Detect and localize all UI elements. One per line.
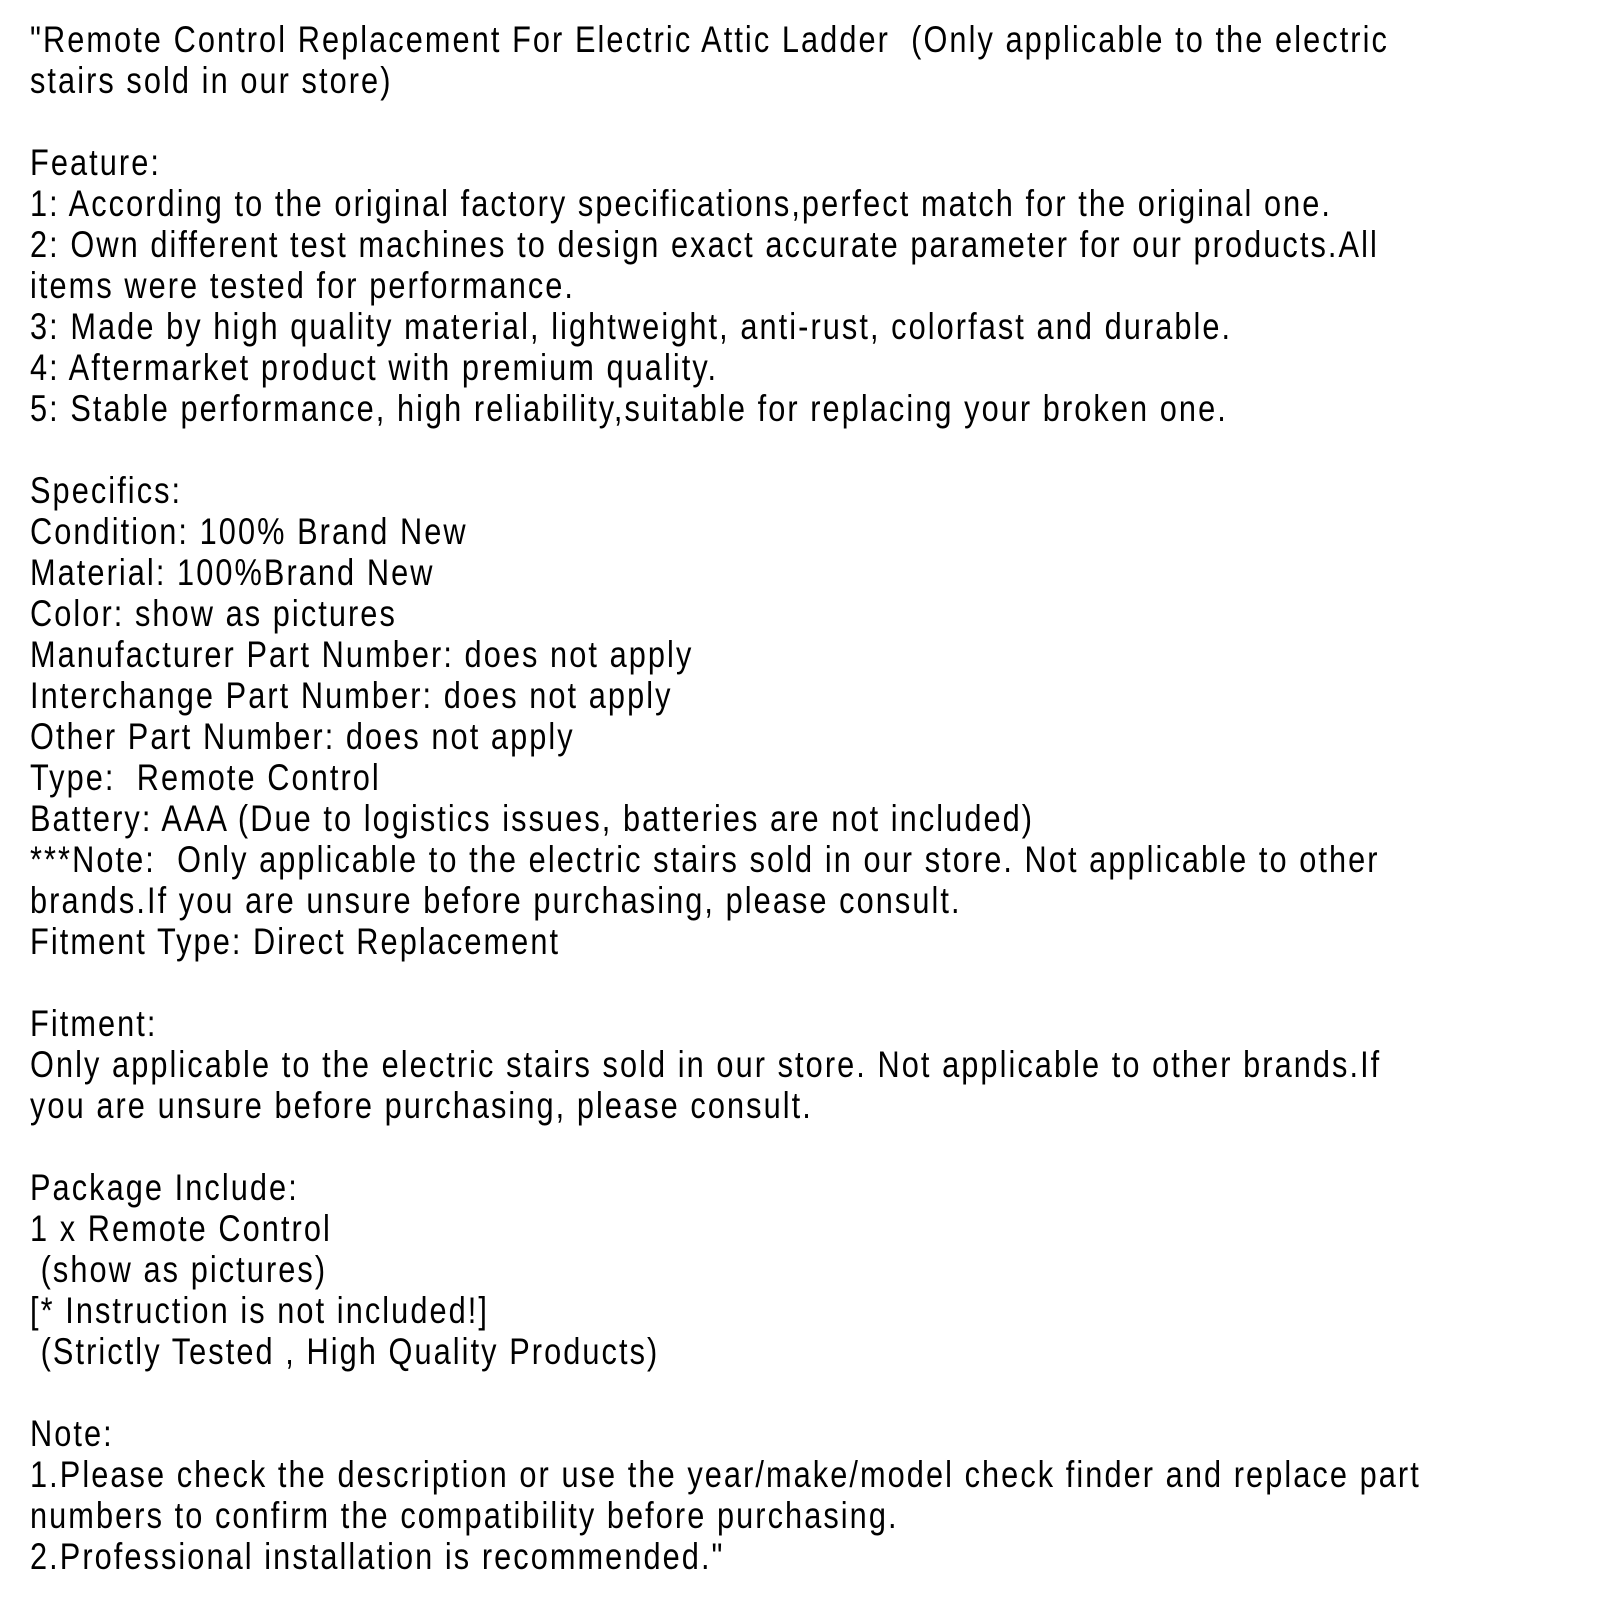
text-line: Fitment Type: Direct Replacement (30, 921, 561, 962)
text-line: 1: According to the original factory specifications,perfect match for the original one. (30, 183, 1333, 224)
text-line: Color: show as pictures (30, 593, 397, 634)
text-line: [* Instruction is not included!] (30, 1290, 490, 1331)
section-heading-line: Note: (30, 1413, 114, 1454)
section-heading-line: Feature: (30, 142, 161, 183)
section-heading-line: Package Include: (30, 1167, 299, 1208)
text-line: brands.If you are unsure before purchasing, please consult. (30, 880, 962, 921)
text-line: Interchange Part Number: does not apply (30, 675, 673, 716)
text-line: Manufacturer Part Number: does not apply (30, 634, 694, 675)
product-description-document (30, 19, 1590, 1577)
text-line: 4: Aftermarket product with premium quality. (30, 347, 719, 388)
blank-line (30, 1126, 1325, 1167)
blank-line (30, 429, 1325, 470)
text-line: 5: Stable performance, high reliability,suitable for replacing your broken one. (30, 388, 1228, 429)
blank-line (30, 101, 1325, 142)
text-line: (Strictly Tested , High Quality Products) (30, 1331, 660, 1372)
text-line: numbers to confirm the compatibility before purchasing. (30, 1495, 899, 1536)
text-line: Other Part Number: does not apply (30, 716, 575, 757)
product-title-line: "Remote Control Replacement For Electric Attic Ladder (Only applicable to the electric (30, 19, 1389, 60)
text-line: 2.Professional installation is recommended." (30, 1536, 725, 1577)
text-line: Battery: AAA (Due to logistics issues, batteries are not included) (30, 798, 1035, 839)
text-line: (show as pictures) (30, 1249, 328, 1290)
text-line: Only applicable to the electric stairs sold in our store. Not applicable to other brands.If (30, 1044, 1382, 1085)
text-line: ***Note: Only applicable to the electric stairs sold in our store. Not applicable to other (30, 839, 1380, 880)
section-heading-line: Specifics: (30, 470, 183, 511)
blank-line (30, 962, 1325, 1003)
text-line: Material: 100%Brand New (30, 552, 435, 593)
text-line: Type: Remote Control (30, 757, 381, 798)
blank-line (30, 1372, 1325, 1413)
text-line: 2: Own different test machines to design exact accurate parameter for our products.All (30, 224, 1379, 265)
text-line: 1.Please check the description or use the year/make/model check finder and replace part (30, 1454, 1421, 1495)
product-title-line: stairs sold in our store) (30, 60, 393, 101)
text-line: 3: Made by high quality material, lightweight, anti-rust, colorfast and durable. (30, 306, 1233, 347)
text-line: you are unsure before purchasing, please consult. (30, 1085, 813, 1126)
text-line: 1 x Remote Control (30, 1208, 332, 1249)
text-line: Condition: 100% Brand New (30, 511, 468, 552)
section-heading-line: Fitment: (30, 1003, 158, 1044)
text-line: items were tested for performance. (30, 265, 576, 306)
